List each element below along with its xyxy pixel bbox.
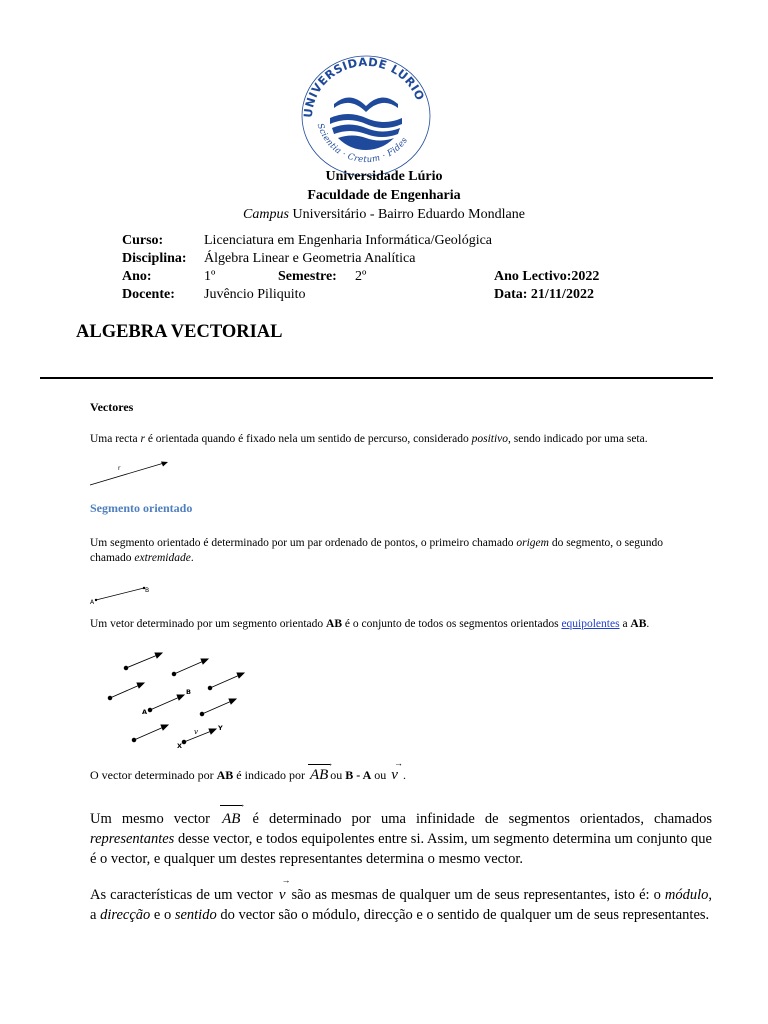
semestre-value: 2º <box>355 269 367 284</box>
campus-line <box>0 205 768 224</box>
docente-value: Juvêncio Piliquito <box>204 287 306 302</box>
date: Data: 21/11/2022 <box>494 287 594 302</box>
line-label-r: r <box>118 465 121 472</box>
oriented-line-figure <box>88 458 174 490</box>
paragraph-recta: Uma recta r é orientada quando é fixado nela um sentido de percurso, considerado positivo, sendo indicado por uma seta. <box>90 433 648 445</box>
section-segmento-orientado: Segmento orientado <box>90 501 193 515</box>
title-divider <box>40 377 713 379</box>
logo-motto: Scientia · Cretum · Fides <box>314 122 411 166</box>
fig3-label-v: v <box>194 728 198 736</box>
fig3-label-a: A <box>142 708 148 716</box>
semestre-label: Semestre: <box>278 269 337 284</box>
ano-value: 1º <box>204 269 216 284</box>
paragraph-notacao: O vector determinado por AB é indicado por → AB ou B - A ou → v . <box>90 758 406 783</box>
page-title: ALGEBRA VECTORIAL <box>76 322 283 342</box>
campus-italic: Campus <box>243 207 289 222</box>
university-name: Universidade Lúrio <box>325 169 443 184</box>
equipollent-segments-figure <box>100 648 250 752</box>
equipolentes-link[interactable]: equipolentes <box>561 618 620 630</box>
logo-arc-text: UNIVERSIDADE LÚRIO <box>300 54 428 119</box>
section-vectores: Vectores <box>90 400 134 414</box>
fig3-label-x: X <box>177 742 183 750</box>
disciplina-value: Álgebra Linear e Geometria Analítica <box>204 251 416 266</box>
vector-ab-symbol: → AB <box>309 758 334 783</box>
segment-ab-figure <box>88 582 158 606</box>
university-logo <box>290 46 440 176</box>
faculty-name: Faculdade de Engenharia <box>307 188 461 203</box>
vector-v-symbol: → v <box>391 758 403 783</box>
campus-rest: Universitário - Bairro Eduardo Mondlane <box>288 207 525 222</box>
paragraph-segmento: Um segmento orientado é determinado por um par ordenado de pontos, o primeiro chamado origem do segmento, o segundo chamado extremidade. <box>90 537 663 564</box>
ano-lectivo: Ano Lectivo:2022 <box>494 269 600 284</box>
fig3-label-b: B <box>186 688 191 696</box>
paragraph-representantes: Um mesmo vector → AB é determinado por uma infinidade de segmentos orientados, chamados representantes desse vector, e todos equipolentes entre si. Assim, um segmento determina um conjunto que é o vector, e qualquer um destes representantes determina o mesmo vector. <box>90 799 712 867</box>
disciplina-label: Disciplina: <box>122 251 187 266</box>
point-b-label: B <box>145 587 150 594</box>
point-a-label: A <box>90 599 95 606</box>
vector-ab-symbol: → AB <box>222 799 246 827</box>
curso-label: Curso: <box>122 233 164 248</box>
fig3-label-y: Y <box>218 724 223 732</box>
ano-label: Ano: <box>122 269 152 284</box>
docente-label: Docente: <box>122 287 175 302</box>
paragraph-caracteristicas: As características de um vector → v são as mesmas de qualquer um de seus representantes, isto é: o módulo, a direcção e o sentido do vector são o módulo, direcção e o sentido de qualquer um de seus representantes. <box>90 875 712 923</box>
curso-value: Licenciatura em Engenharia Informática/Geológica <box>204 233 493 248</box>
paragraph-vetor: Um vetor determinado por um segmento orientado AB é o conjunto de todos os segmentos orientados equipolentes a AB. <box>90 618 650 630</box>
vector-v-symbol: → v <box>278 875 291 903</box>
